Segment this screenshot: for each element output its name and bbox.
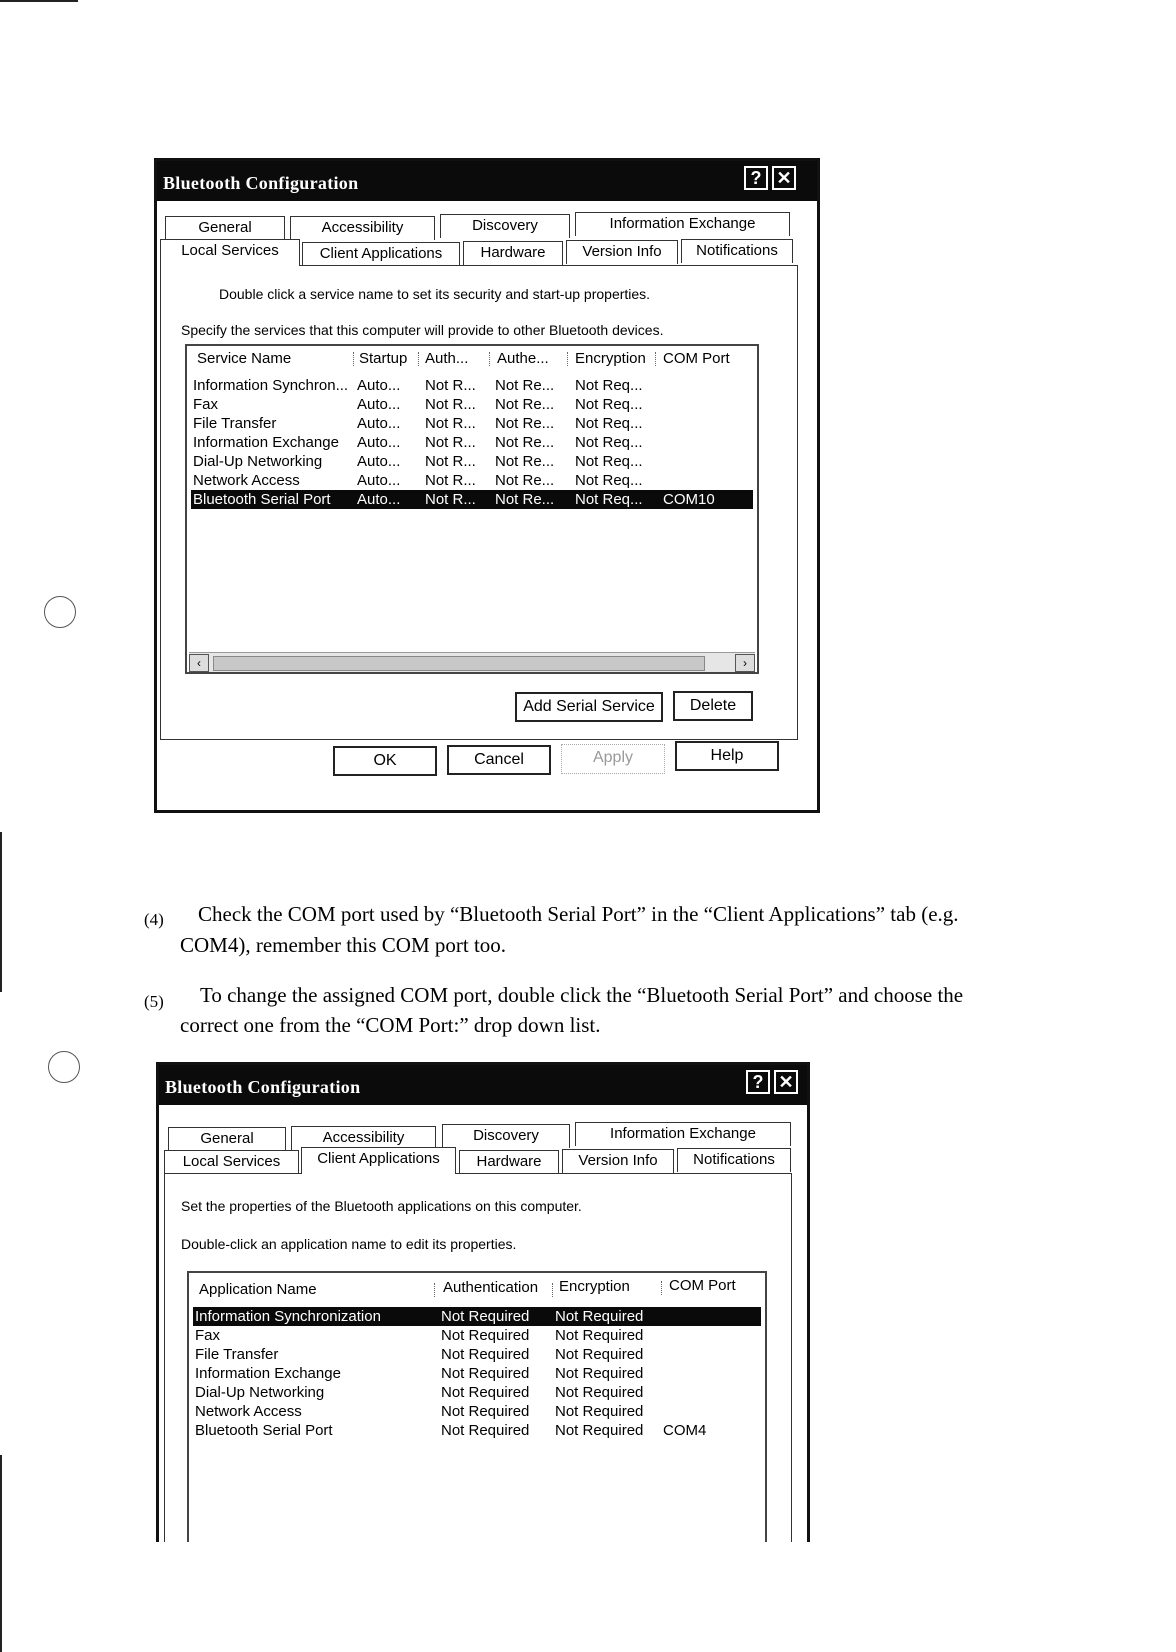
application-row[interactable] (193, 1364, 761, 1383)
service-row[interactable] (191, 452, 753, 471)
list-cell: Information Synchron... (193, 377, 349, 394)
tab-hardware[interactable]: Hardware (459, 1150, 559, 1174)
list-cell: Not Req... (575, 377, 643, 394)
horizontal-scrollbar[interactable] (189, 652, 755, 673)
tab-accessibility[interactable]: Accessibility (291, 1126, 436, 1150)
tab-notifications[interactable]: Notifications (681, 239, 793, 263)
list-cell: Auto... (357, 415, 401, 432)
column-header-authentication[interactable]: Authentication (443, 1279, 539, 1296)
tab-version-info[interactable]: Version Info (562, 1149, 674, 1173)
step-text-line: correct one from the “COM Port:” drop down list. (180, 1013, 601, 1037)
list-cell: Not Re... (495, 396, 555, 413)
description-text: Set the properties of the Bluetooth applications on this computer. (181, 1198, 582, 1214)
list-cell: Not R... (425, 491, 476, 508)
add-serial-service-button[interactable]: Add Serial Service (515, 692, 663, 722)
services-list[interactable] (185, 344, 759, 674)
list-cell: Not Required (555, 1384, 644, 1401)
application-row[interactable] (193, 1383, 761, 1402)
step-text-line: COM4), remember this COM port too. (180, 933, 507, 957)
close-icon[interactable]: ✕ (772, 166, 796, 190)
list-cell: Not Required (441, 1384, 530, 1401)
list-cell: Not Re... (495, 377, 555, 394)
list-cell: Not Re... (495, 453, 555, 470)
list-cell: Auto... (357, 434, 401, 451)
column-separator[interactable] (489, 352, 490, 366)
list-cell: File Transfer (193, 415, 277, 432)
list-cell: Not Re... (495, 472, 555, 489)
list-cell: Network Access (193, 472, 300, 489)
tab-information-exchange[interactable]: Information Exchange (575, 212, 790, 236)
list-header (189, 1273, 765, 1297)
help-icon[interactable]: ? (746, 1070, 770, 1094)
column-separator[interactable] (655, 352, 656, 366)
instruction-text: Double click a service name to set its security and start-up properties. (219, 286, 651, 302)
step-number: (4) (144, 910, 164, 929)
list-cell: Not Required (441, 1365, 530, 1382)
list-cell: Not Req... (575, 396, 643, 413)
column-header-com-port[interactable]: COM Port (669, 1277, 736, 1294)
list-cell: Not Required (441, 1327, 530, 1344)
applications-list[interactable] (187, 1271, 767, 1542)
list-cell: Not Required (441, 1422, 530, 1439)
list-cell: Not Re... (495, 415, 555, 432)
bluetooth-config-dialog-client-applications (156, 1062, 810, 1542)
close-icon[interactable]: ✕ (774, 1070, 798, 1094)
column-separator[interactable] (418, 352, 419, 366)
help-button[interactable]: Help (675, 741, 779, 771)
apply-button[interactable]: Apply (561, 744, 665, 774)
list-cell: Fax (193, 396, 219, 413)
delete-button[interactable]: Delete (673, 691, 753, 721)
list-cell: Dial-Up Networking (193, 453, 323, 470)
tab-general[interactable]: General (165, 216, 285, 240)
column-header-startup[interactable]: Startup (359, 350, 408, 367)
tab-notifications[interactable]: Notifications (677, 1148, 791, 1172)
list-cell: Auto... (357, 491, 401, 508)
dialog-title: Bluetooth Configuration (165, 1077, 361, 1097)
tab-information-exchange[interactable]: Information Exchange (575, 1122, 791, 1146)
list-cell: Not R... (425, 377, 476, 394)
tab-local-services[interactable]: Local Services (164, 1150, 299, 1174)
bluetooth-config-dialog-local-services (154, 158, 820, 813)
column-header-encryption[interactable]: Encryption (559, 1278, 630, 1295)
scrollbar-thumb[interactable] (213, 656, 705, 671)
list-cell: Not Req... (575, 415, 643, 432)
list-cell: Bluetooth Serial Port (193, 491, 331, 508)
binding-margin-line (0, 832, 2, 992)
tab-discovery[interactable]: Discovery (442, 1124, 570, 1148)
list-cell: Not Required (555, 1308, 644, 1325)
description-text: Specify the services that this computer will provide to other Bluetooth devices. (181, 322, 664, 338)
list-cell: Not Re... (495, 434, 555, 451)
list-cell: Auto... (357, 453, 401, 470)
client-applications-panel (164, 1173, 792, 1542)
list-cell: Not R... (425, 415, 476, 432)
list-cell: Information Exchange (193, 434, 339, 451)
list-cell: Not R... (425, 453, 476, 470)
punch-hole (48, 1051, 80, 1083)
list-cell: Auto... (357, 396, 401, 413)
tab-client-applications[interactable]: Client Applications (301, 1147, 456, 1174)
service-row[interactable] (191, 471, 753, 490)
service-row[interactable] (191, 414, 753, 433)
application-row[interactable] (193, 1345, 761, 1364)
list-cell: Bluetooth Serial Port (195, 1422, 333, 1439)
application-row[interactable] (193, 1421, 761, 1440)
dialog-title: Bluetooth Configuration (163, 173, 359, 193)
service-row[interactable] (191, 433, 753, 452)
binding-margin-line-lower (0, 1455, 2, 1652)
list-cell: Not Required (555, 1422, 644, 1439)
column-header-application-name[interactable]: Application Name (199, 1281, 317, 1298)
application-row[interactable] (193, 1326, 761, 1345)
list-cell: Not R... (425, 396, 476, 413)
tab-general[interactable]: General (168, 1127, 286, 1151)
title-bar (159, 1065, 807, 1105)
list-cell: Fax (195, 1327, 221, 1344)
punch-hole (44, 596, 76, 628)
column-header-com-port[interactable]: COM Port (663, 350, 730, 367)
step-text-line: Check the COM port used by “Bluetooth Serial Port” in the “Client Applications” tab (e.g. (198, 902, 959, 926)
list-cell: Not Required (555, 1365, 644, 1382)
column-header-encryption[interactable]: Encryption (575, 350, 646, 367)
column-separator[interactable] (434, 1283, 435, 1297)
list-cell: Not Required (555, 1403, 644, 1420)
scroll-left-icon[interactable]: ‹ (189, 654, 209, 672)
step-number: (5) (144, 992, 164, 1011)
column-separator[interactable] (567, 352, 568, 366)
application-row[interactable] (193, 1402, 761, 1421)
column-header-authentication[interactable]: Authe... (497, 350, 549, 367)
tab-version-info[interactable]: Version Info (566, 240, 678, 264)
list-cell: Not Required (555, 1346, 644, 1363)
list-cell: Network Access (195, 1403, 302, 1420)
list-cell: Dial-Up Networking (195, 1384, 325, 1401)
column-separator[interactable] (661, 1281, 662, 1295)
tab-client-applications[interactable]: Client Applications (302, 242, 460, 266)
instruction-text: Double-click an application name to edit its properties. (181, 1236, 517, 1252)
list-cell: Auto... (357, 377, 401, 394)
list-cell: Not Required (555, 1327, 644, 1344)
list-cell: COM10 (663, 491, 715, 508)
service-row[interactable] (191, 395, 753, 414)
column-header-authorization[interactable]: Auth... (425, 350, 469, 367)
list-header (187, 346, 757, 370)
service-row[interactable] (191, 490, 753, 509)
column-separator[interactable] (552, 1283, 553, 1297)
tab-hardware[interactable]: Hardware (463, 241, 563, 265)
ok-button[interactable]: OK (333, 746, 437, 776)
column-separator[interactable] (353, 352, 354, 366)
tab-accessibility[interactable]: Accessibility (290, 216, 435, 240)
list-cell: Not R... (425, 472, 476, 489)
column-header-service-name[interactable]: Service Name (197, 350, 292, 367)
list-cell: Information Synchronization (195, 1308, 381, 1325)
help-icon[interactable]: ? (744, 166, 768, 190)
list-cell: Not Req... (575, 472, 643, 489)
list-cell: Not Required (441, 1403, 530, 1420)
list-cell: Information Exchange (195, 1365, 341, 1382)
cancel-button[interactable]: Cancel (447, 745, 551, 775)
application-row[interactable] (193, 1307, 761, 1326)
page-corner-mark (0, 0, 78, 2)
list-cell: Not R... (425, 434, 476, 451)
list-cell: Not Required (441, 1308, 530, 1325)
list-cell: Auto... (357, 472, 401, 489)
service-row[interactable] (191, 376, 753, 395)
list-cell: COM4 (663, 1422, 707, 1439)
tab-local-services[interactable]: Local Services (160, 239, 300, 266)
title-bar (157, 161, 817, 201)
list-cell: Not Re... (495, 491, 555, 508)
scroll-right-icon[interactable]: › (735, 654, 755, 672)
list-cell: Not Req... (575, 434, 643, 451)
local-services-panel (160, 265, 798, 740)
list-cell: Not Req... (575, 491, 643, 508)
list-cell: File Transfer (195, 1346, 279, 1363)
tab-discovery[interactable]: Discovery (440, 214, 570, 238)
list-cell: Not Req... (575, 453, 643, 470)
step-text-line: To change the assigned COM port, double click the “Bluetooth Serial Port” and choose the (200, 983, 964, 1007)
list-cell: Not Required (441, 1346, 530, 1363)
